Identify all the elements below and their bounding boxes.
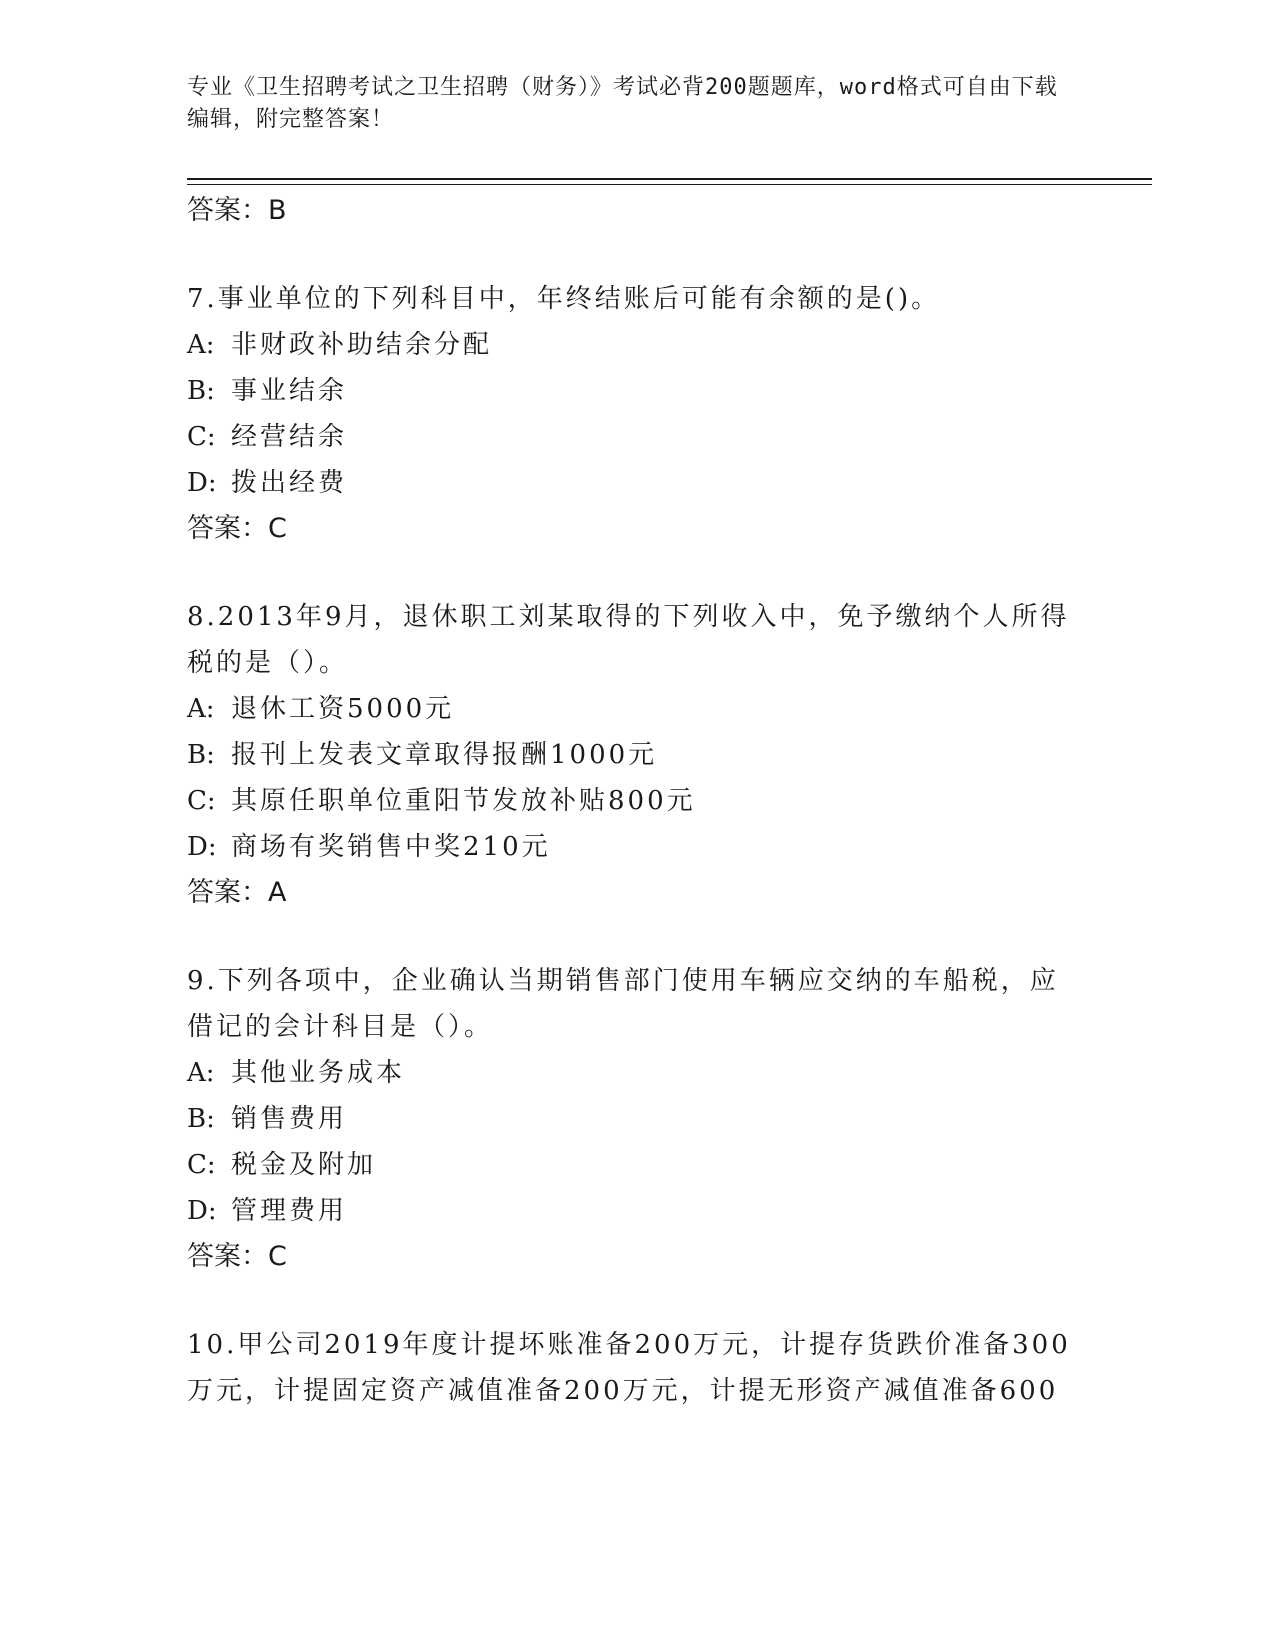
option-text: 其他业务成本 — [231, 1058, 406, 1088]
option-text: 事业结余 — [231, 376, 348, 406]
option-b — [187, 368, 1087, 414]
answer-line: 答案：C — [187, 513, 287, 544]
document-body — [187, 188, 1087, 1414]
option-label: D: — [187, 1196, 217, 1226]
question-text: 7.事业单位的下列科目中，年终结账后可能有余额的是()。 — [187, 284, 941, 314]
option-c — [187, 414, 1087, 460]
option-c — [187, 778, 1087, 824]
option-b — [187, 732, 1087, 778]
option-label: B: — [187, 1104, 215, 1134]
option-label: A: — [187, 1058, 215, 1088]
option-label: D: — [187, 832, 217, 862]
option-c — [187, 1142, 1087, 1188]
header-divider-thin — [187, 184, 1152, 185]
question-block — [187, 958, 1087, 1280]
option-label: A: — [187, 330, 215, 360]
option-label: C: — [187, 422, 216, 452]
option-label: B: — [187, 376, 215, 406]
question-block — [187, 594, 1087, 916]
option-d — [187, 460, 1087, 506]
previous-answer: 答案：B — [187, 195, 287, 226]
option-d — [187, 1188, 1087, 1234]
option-d — [187, 824, 1087, 870]
option-text: 管理费用 — [231, 1196, 348, 1226]
answer-line: 答案：A — [187, 877, 287, 908]
option-text: 非财政补助结余分配 — [231, 330, 493, 360]
option-label: A: — [187, 694, 215, 724]
option-label: B: — [187, 740, 215, 770]
option-text: 拨出经费 — [231, 468, 348, 498]
option-text: 商场有奖销售中奖210元 — [231, 832, 551, 862]
header-divider-thick — [187, 178, 1152, 180]
question-text: 10.甲公司2019年度计提坏账准备200万元，计提存货跌价准备300万元，计提固定资产减值准备200万元，计提无形资产减值准备600 — [187, 1330, 1071, 1406]
question-block — [187, 1322, 1087, 1414]
answer-line: 答案：C — [187, 1241, 287, 1272]
question-text: 9.下列各项中，企业确认当期销售部门使用车辆应交纳的车船税，应借记的会计科目是（）。 — [187, 966, 1059, 1042]
option-text: 其原任职单位重阳节发放补贴800元 — [231, 786, 696, 816]
document-header: 专业《卫生招聘考试之卫生招聘（财务）》考试必背200题题库，word格式可自由下载编辑，附完整答案！ — [187, 75, 1058, 132]
option-text: 报刊上发表文章取得报酬1000元 — [231, 740, 658, 770]
option-a — [187, 1050, 1087, 1096]
option-a — [187, 322, 1087, 368]
option-b — [187, 1096, 1087, 1142]
option-a — [187, 686, 1087, 732]
option-text: 退休工资5000元 — [231, 694, 455, 724]
option-text: 税金及附加 — [231, 1150, 377, 1180]
option-label: D: — [187, 468, 217, 498]
option-text: 经营结余 — [231, 422, 348, 452]
option-text: 销售费用 — [231, 1104, 348, 1134]
question-block — [187, 276, 1087, 552]
option-label: C: — [187, 1150, 216, 1180]
option-label: C: — [187, 786, 216, 816]
question-text: 8.2013年9月，退休职工刘某取得的下列收入中，免予缴纳个人所得税的是（）。 — [187, 602, 1070, 678]
